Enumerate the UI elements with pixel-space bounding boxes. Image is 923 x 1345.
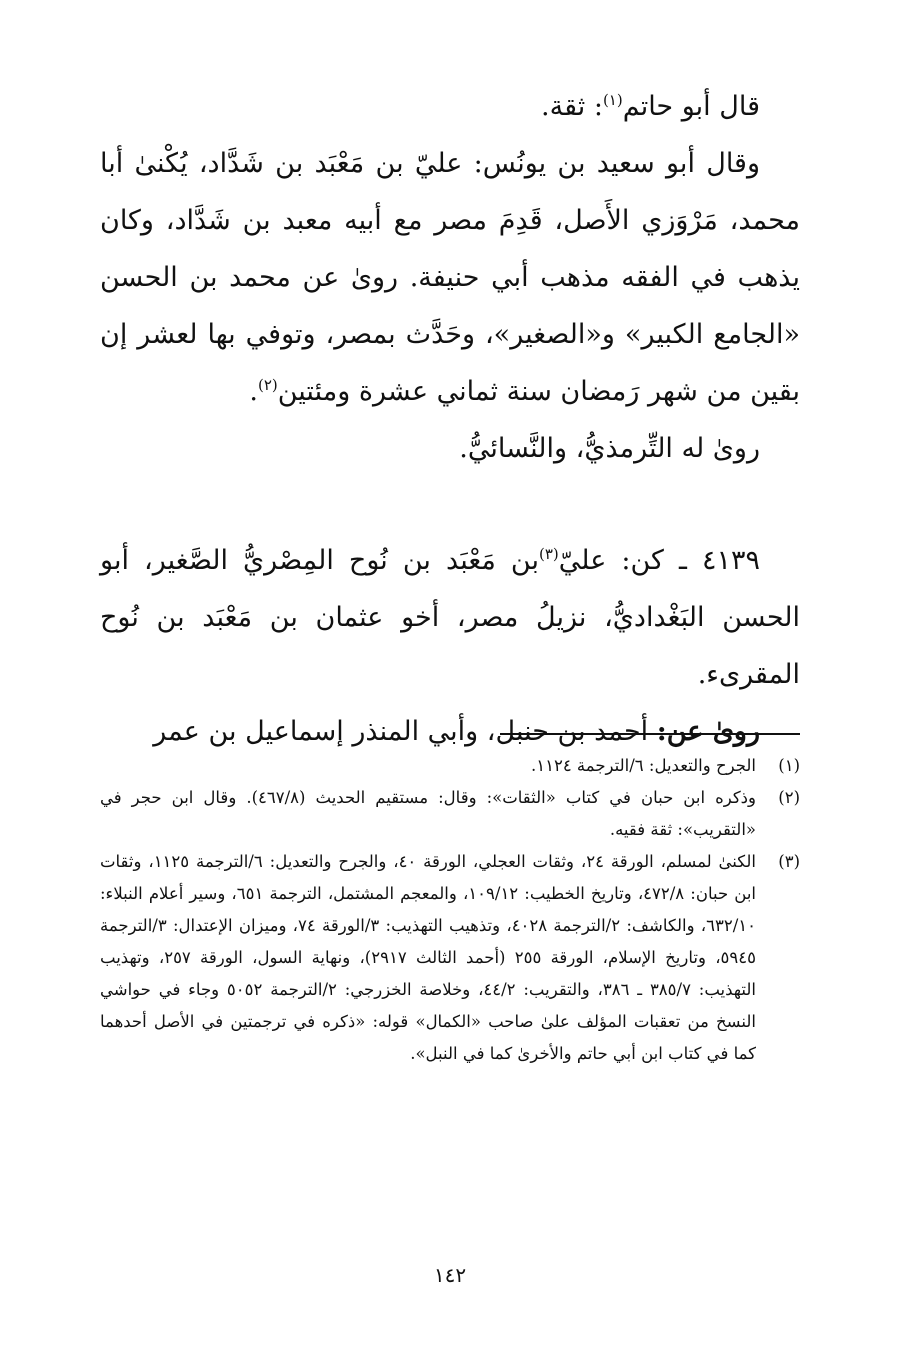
footnote-1 xyxy=(100,750,800,782)
footnote-ref-1: (١) xyxy=(602,91,623,109)
narrated-from-text: أحمد بن حنبل، وأبي المنذر إسماعيل بن عمر xyxy=(153,716,649,747)
quote-abu-hatim-tail: : ثقة. xyxy=(541,91,603,122)
footnote-number: (٣) xyxy=(778,852,800,871)
main-text xyxy=(100,78,800,760)
footnote-number: (٢) xyxy=(778,788,800,807)
narrated-by-line: روىٰ له التِّرمذيُّ، والنَّسائيُّ. xyxy=(459,433,760,464)
narrated-from-label: روىٰ عن: xyxy=(656,716,760,747)
footnote-separator xyxy=(500,733,800,735)
footnote-ref-2: (٢) xyxy=(257,376,278,394)
footnotes xyxy=(100,750,800,1070)
entry-heading xyxy=(100,532,800,703)
quote-abu-hatim xyxy=(100,78,800,135)
footnote-text: الجرح والتعديل: ٦/الترجمة ١١٢٤. xyxy=(530,756,756,775)
footnote-number: (١) xyxy=(778,756,800,775)
footnote-3 xyxy=(100,846,800,1070)
quote-ibn-yunus xyxy=(100,135,800,420)
quote-abu-hatim-text: قال أبو حاتم xyxy=(622,91,760,122)
book-page xyxy=(100,78,800,1308)
footnote-text: وذكره ابن حبان في كتاب «الثقات»: وقال: مستقيم الحديث (٤٦٧/٨). وقال ابن حجر في «التقريب»: ثقة فقيه. xyxy=(100,788,756,839)
footnote-2 xyxy=(100,782,800,846)
footnote-text: الكنىٰ لمسلم، الورقة ٢٤، وثقات العجلي، الورقة ٤٠، والجرح والتعديل: ٦/الترجمة ١١٢٥، وثقات ابن حبان: ٤٧٢/٨، وتاريخ الخطيب: ١٠٩/١٢، والمعجم المشتمل، الترجمة ٦٥١، وسير أعلام النبلاء: ٦٣٢/١٠، والكاشف: ٢/الترجمة ٤٠٢٨، وتذهيب التهذيب: ٣/الورقة ٧٤، وميزان الإعتدال: ٣/الترجمة ٥٩٤٥، وتاريخ الإسلام، الورقة ٢٥٥ (أحمد الثالث ٢٩١٧)، ونهاية السول، الورقة ٢٥٧، وتهذيب التهذيب: ٣٨٥/٧ ـ ٣٨٦، والتقريب: ٤٤/٢، وخلاصة الخزرجي: ٢/الترجمة ٥٠٥٢ وجاء في حواشي النسخ من تعقبات المؤلف علىٰ صاحب «الكمال» قوله: «ذكره في ترجمتين في الأصل أحدهما كما في كتاب ابن أبي حاتم والأخرىٰ كما في النبل». xyxy=(100,852,756,1063)
entry-heading-text: ٤١٣٩ ـ كن: عليّ xyxy=(558,545,760,576)
quote-ibn-yunus-text: وقال أبو سعيد بن يونُس: عليّ بن مَعْبَد بن شَدَّاد، يُكْنىٰ أبا محمد، مَرْوَزي الأَصل، قَدِمَ مصر مع أبيه معبد بن شَدَّاد، وكان يذهب في الفقه مذهب أبي حنيفة. روىٰ عن محمد بن الحسن «الجامع الكبير» و«الصغير»، وحَدَّث بمصر، وتوفي بها لعشر إن بقين من شهر رَمضان سنة ثماني عشرة ومئتين xyxy=(100,148,800,407)
quote-ibn-yunus-tail: . xyxy=(249,376,258,407)
footnote-ref-3: (٣) xyxy=(538,545,559,563)
entry-heading-tail: بن مَعْبَد بن نُوح المِصْريُّ الصَّغير، أبو الحسن البَغْداديُّ، نزيلُ مصر، أخو عثمان بن مَعْبَد بن نُوح المقرىء. xyxy=(100,545,800,690)
section-gap xyxy=(100,477,800,532)
page-number: ١٤٢ xyxy=(433,1263,467,1287)
